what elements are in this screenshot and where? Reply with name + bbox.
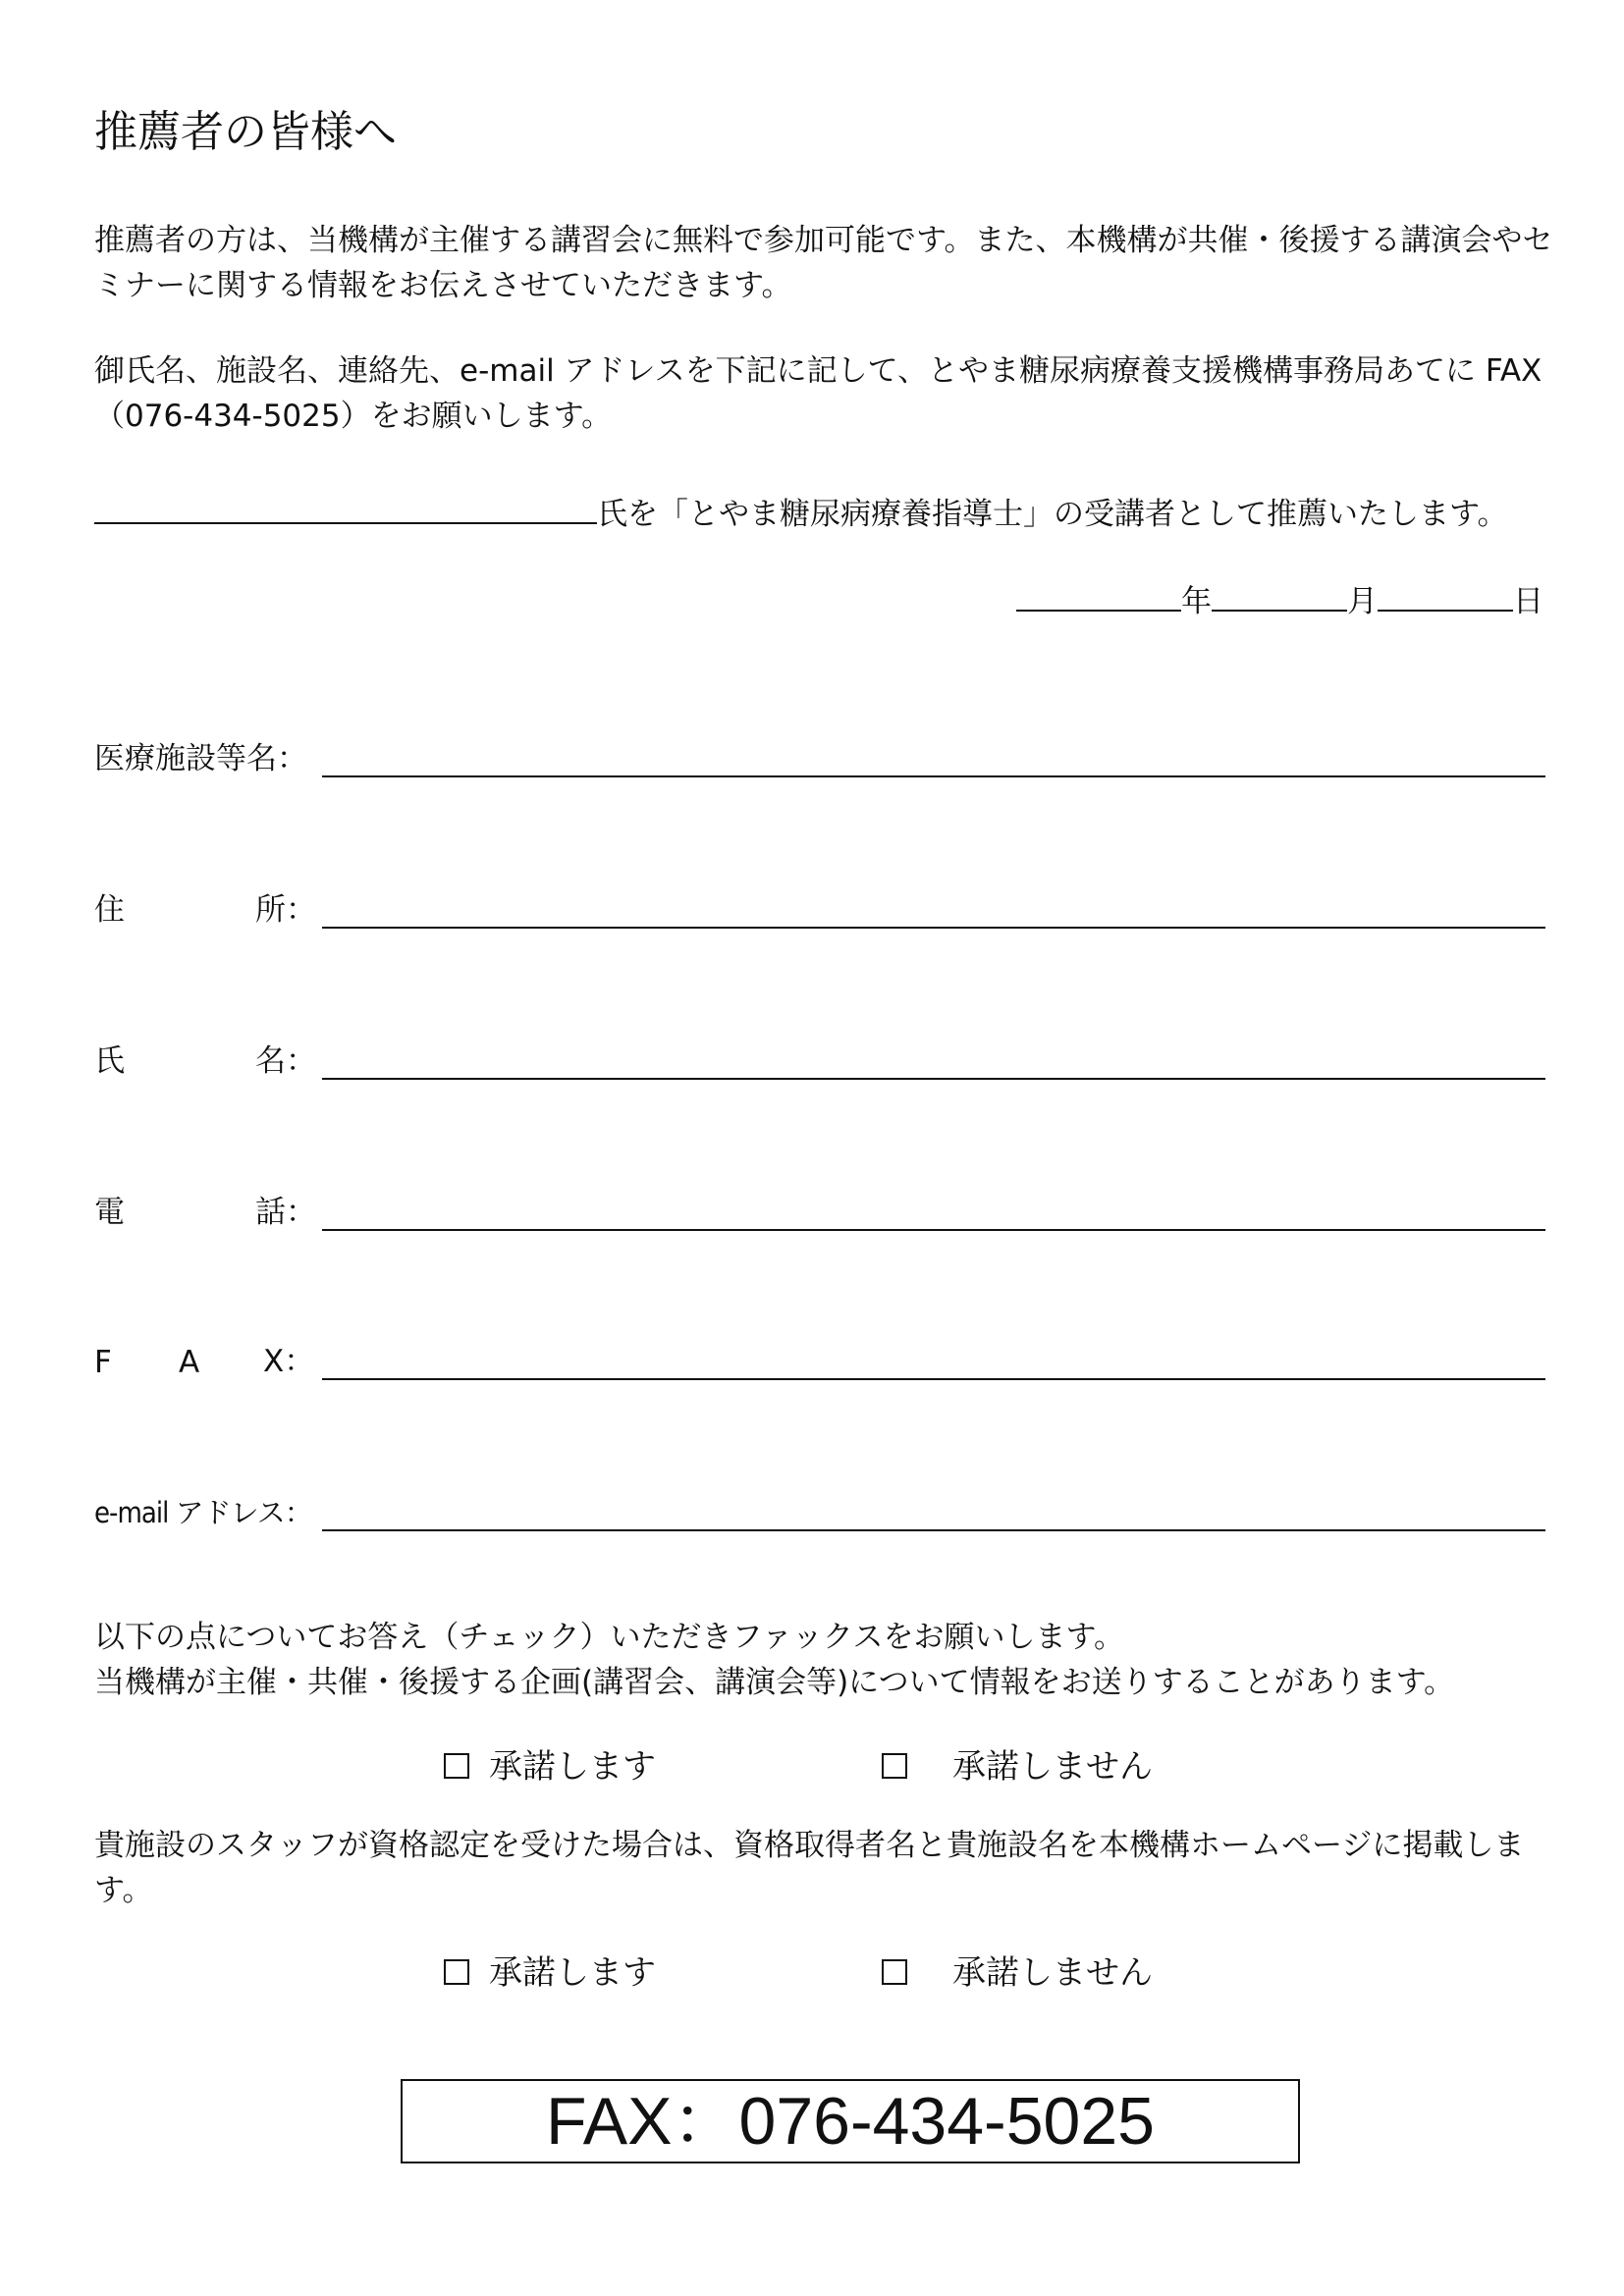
page-title: 推薦者の皆様へ [94, 107, 397, 157]
year-blank[interactable] [1016, 579, 1181, 612]
email-label: e-mail アドレス： [94, 1496, 312, 1529]
fax-field [94, 1337, 1545, 1384]
facility-input-line[interactable] [322, 775, 1545, 777]
month-blank[interactable] [1212, 579, 1347, 612]
phone-input-line[interactable] [322, 1229, 1545, 1231]
fax-number-box: FAX：076-434-5025 [401, 2079, 1300, 2163]
name-label-1: 氏 [94, 1043, 125, 1079]
fax-input-line[interactable] [322, 1378, 1545, 1380]
address-label-1: 住 [94, 892, 125, 928]
day-label: 日 [1513, 584, 1543, 619]
disagree-checkbox-1[interactable] [882, 1753, 907, 1779]
phone-label-2: 話： [255, 1195, 316, 1230]
fax-label-f: F [94, 1345, 112, 1380]
name-input-line[interactable] [322, 1078, 1545, 1080]
recommendee-name-blank[interactable] [94, 492, 597, 524]
agree-label-2: 承諾します [489, 1953, 656, 1993]
question-intro: 以下の点についてお答え（チェック）いただきファックスをお願いします。 [94, 1620, 1125, 1655]
question-1-text: 当機構が主催・共催・後援する企画(講習会、講演会等)について情報をお送りすることがあります。 [94, 1665, 1455, 1700]
question-2-disagree-option[interactable] [882, 1946, 1153, 1994]
intro-paragraph: 推薦者の方は、当機構が主催する講習会に無料で参加可能です。また、本機構が共催・後援する講演会やセミナーに関する情報をお伝えさせていただきます。 [94, 223, 1553, 303]
name-field [94, 1037, 1545, 1084]
month-label: 月 [1347, 584, 1378, 619]
agree-checkbox-1[interactable] [444, 1753, 469, 1779]
phone-label-1: 電 [94, 1195, 125, 1230]
fax-label-x: X： [263, 1344, 315, 1379]
fax-label-a: A [179, 1345, 200, 1380]
agree-label-1: 承諾します [489, 1747, 656, 1787]
address-input-line[interactable] [322, 927, 1545, 929]
disagree-label-1: 承諾しません [952, 1747, 1153, 1787]
address-label-2: 所： [255, 892, 316, 928]
disagree-checkbox-2[interactable] [882, 1959, 907, 1985]
year-label: 年 [1181, 584, 1212, 619]
email-field [94, 1488, 1545, 1535]
facility-field [94, 734, 1545, 781]
email-input-line[interactable] [322, 1529, 1545, 1531]
recommendation-text: 氏を「とやま糖尿病療養指導士」の受講者として推薦いたします。 [597, 497, 1508, 532]
question-1-disagree-option[interactable] [882, 1739, 1153, 1788]
instruction-paragraph: 御氏名、施設名、連絡先、e-mail アドレスを下記に記して、とやま糖尿病療養支援機構事務局あてに FAX（076-434-5025）をお願いします。 [94, 353, 1543, 434]
question-2-text: 貴施設のスタッフが資格認定を受けた場合は、資格取得者名と貴施設名を本機構ホームページに掲載します。 [94, 1828, 1525, 1908]
name-label-2: 名： [255, 1043, 316, 1079]
question-1-agree-option[interactable] [444, 1739, 656, 1788]
phone-field [94, 1188, 1545, 1235]
day-blank[interactable] [1378, 579, 1513, 612]
address-field [94, 885, 1545, 933]
question-2-agree-option[interactable] [444, 1946, 656, 1994]
disagree-label-2: 承諾しません [952, 1953, 1153, 1993]
facility-label: 医療施設等名： [94, 741, 307, 776]
recommendation-line [94, 489, 1508, 533]
agree-checkbox-2[interactable] [444, 1959, 469, 1985]
date-line [1016, 576, 1543, 620]
